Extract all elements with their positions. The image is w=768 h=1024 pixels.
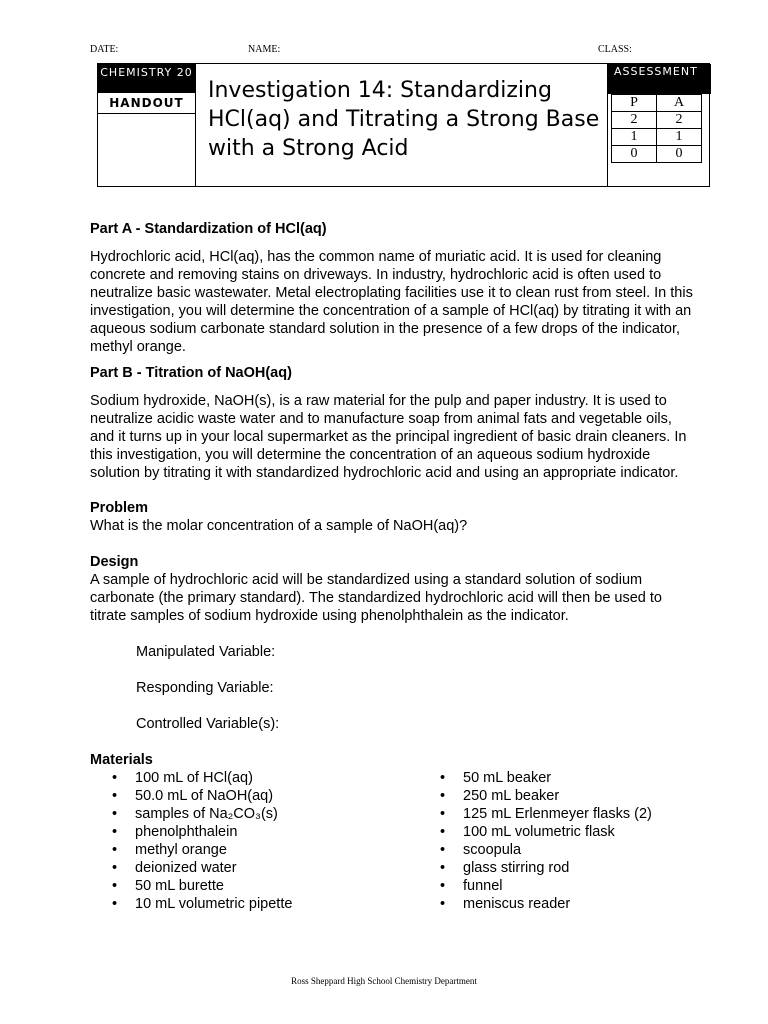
score-cell: 1 (612, 129, 657, 146)
material-item-label: samples of Na₂CO₃(s) (135, 806, 278, 822)
controlled-variable-label: Controlled Variable(s): (136, 716, 280, 732)
material-item-label: scoopula (463, 842, 522, 858)
materials-right-column (418, 769, 652, 913)
manipulated-variable-label: Manipulated Variable: (136, 644, 276, 660)
material-item-label: 250 mL beaker (463, 788, 560, 804)
material-item-label: 10 mL volumetric pipette (135, 896, 293, 912)
score-cell: 0 (612, 146, 657, 163)
class-label: CLASS: (598, 44, 632, 55)
assessment-label: ASSESSMENT (608, 64, 711, 94)
material-item (418, 859, 652, 877)
date-label: DATE: (90, 44, 119, 55)
score-row (612, 95, 702, 112)
score-row (612, 112, 702, 129)
bullet-icon: • (440, 824, 446, 840)
material-item (418, 787, 652, 805)
score-cell: 1 (657, 129, 702, 146)
materials-heading: Materials (90, 752, 153, 768)
course-column (98, 64, 196, 186)
material-item-label: 125 mL Erlenmeyer flasks (2) (463, 806, 652, 822)
part-a-text: Hydrochloric acid, HCl(aq), has the common name of muriatic acid. It is used for cleaning concrete and removing stains on driveways. In industry, hydrochloric acid is often used to neutralize basic wastewater. Metal electroplating facilities use it to clean rust from steel. In this investigation, you will determine the concentration of a sample of HCl(aq) by titrating it with an aqueous sodium carbonate standard solution in the presence of a few drops of the indicator, methyl orange. (90, 249, 693, 355)
bullet-icon: • (440, 770, 446, 786)
material-item (90, 877, 292, 895)
material-item-label: 100 mL of HCl(aq) (135, 770, 253, 786)
material-item-label: 50.0 mL of NaOH(aq) (135, 788, 274, 804)
responding-variable-label: Responding Variable: (136, 680, 274, 696)
material-item-label: phenolphthalein (135, 824, 238, 840)
material-item (90, 787, 292, 805)
problem-text: What is the molar concentration of a sample of NaOH(aq)? (90, 518, 468, 534)
bullet-icon: • (440, 788, 446, 804)
materials-right-list (418, 769, 652, 913)
material-item-label: methyl orange (135, 842, 227, 858)
bullet-icon: • (112, 896, 118, 912)
course-label: CHEMISTRY 20 (98, 64, 195, 93)
material-item (90, 895, 292, 913)
bullet-icon: • (112, 806, 118, 822)
material-item (418, 877, 652, 895)
part-b-heading: Part B - Titration of NaOH(aq) (90, 365, 292, 381)
score-row (612, 129, 702, 146)
material-item (418, 823, 652, 841)
material-item-label: glass stirring rod (463, 860, 570, 876)
material-item-label: deionized water (135, 860, 237, 876)
bullet-icon: • (112, 770, 118, 786)
materials-lists (90, 769, 700, 919)
part-a-heading: Part A - Standardization of HCl(aq) (90, 221, 327, 237)
score-row (612, 146, 702, 163)
bullet-icon: • (112, 878, 118, 894)
problem-heading: Problem (90, 500, 149, 516)
material-item (90, 859, 292, 877)
document-body (90, 220, 700, 919)
material-item (418, 841, 652, 859)
variables-block (136, 643, 700, 733)
material-item (418, 805, 652, 823)
score-cell: 2 (612, 112, 657, 129)
score-cell: A (657, 95, 702, 112)
material-item-label: funnel (463, 878, 503, 894)
bullet-icon: • (112, 788, 118, 804)
score-cell: P (612, 95, 657, 112)
handout-label: HANDOUT (98, 93, 195, 114)
assessment-score-table (611, 94, 702, 163)
material-item (90, 769, 292, 787)
bullet-icon: • (112, 860, 118, 876)
material-item (90, 823, 292, 841)
materials-left-list (90, 769, 292, 913)
name-label: NAME: (248, 44, 281, 55)
bullet-icon: • (112, 842, 118, 858)
bullet-icon: • (440, 806, 446, 822)
bullet-icon: • (440, 842, 446, 858)
material-item (418, 895, 652, 913)
material-item (418, 769, 652, 787)
page-title: Investigation 14: Standardizing HCl(aq) and Titrating a Strong Base with a Strong Acid (208, 78, 600, 161)
score-cell: 0 (657, 146, 702, 163)
material-item (90, 805, 292, 823)
material-item-label: 50 mL beaker (463, 770, 552, 786)
bullet-icon: • (440, 896, 446, 912)
material-item-label: meniscus reader (463, 896, 571, 912)
design-heading: Design (90, 554, 139, 570)
bullet-icon: • (440, 860, 446, 876)
part-b-text: Sodium hydroxide, NaOH(s), is a raw material for the pulp and paper industry. It is used to neutralize acidic waste water and to manufacture soap from animal fats and vegetable oils, and it turns up in your local supermarket as the principal ingredient of basic drain cleaners. In this investigation, you will determine the concentration of an aqueous sodium hydroxide solution by titrating it with standardized hydrochloric acid and using an appropriate indicator. (90, 393, 687, 481)
design-text: A sample of hydrochloric acid will be standardized using a standard solution of sodium carbonate (the primary standard). The standardized hydrochloric acid will then be used to titrate samples of sodium hydroxide using phenolphthalein as the indicator. (90, 572, 662, 624)
score-cell: 2 (657, 112, 702, 129)
material-item-label: 100 mL volumetric flask (463, 824, 615, 840)
material-item (90, 841, 292, 859)
footer-text: Ross Sheppard High School Chemistry Department (291, 976, 477, 986)
material-item-label: 50 mL burette (135, 878, 224, 894)
materials-left-column (90, 769, 292, 913)
bullet-icon: • (112, 824, 118, 840)
bullet-icon: • (440, 878, 446, 894)
